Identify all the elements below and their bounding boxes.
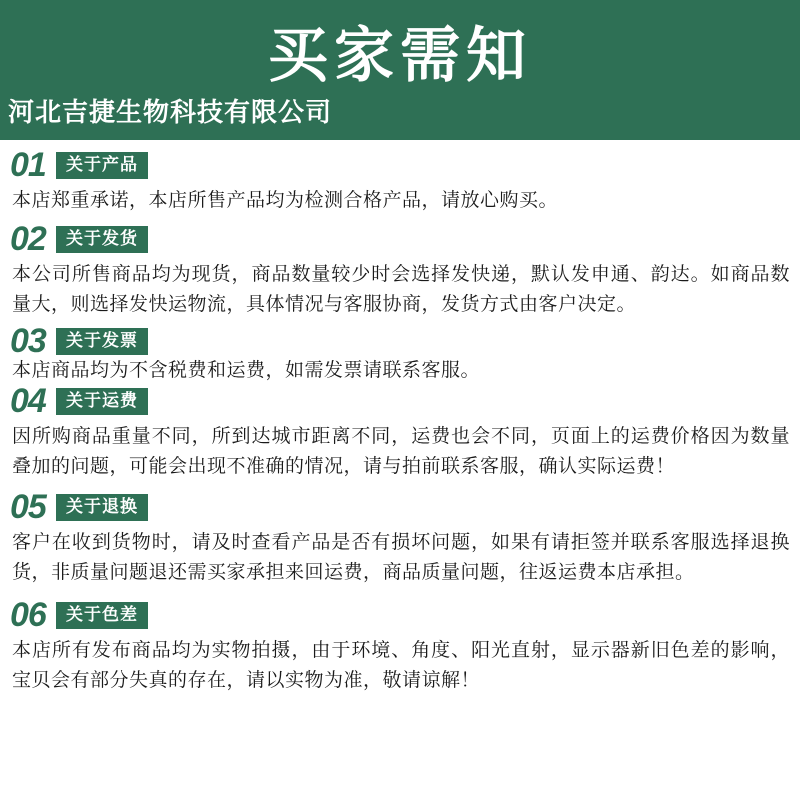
notice-sections [0,146,800,696]
section-body-text: 本店商品均为不含税费和运费，如需发票请联系客服。 [12,360,481,382]
section-body-text: 因所购商品重量不同，所到达城市距离不同，运费也会不同，页面上的运费价格因为数量叠加的问题，可能会出现不准确的情况，请与拍前联系客服，确认实际运费！ [12,426,790,478]
section-number: 04 [10,382,46,421]
section-header [8,596,792,635]
section-tag-label: 关于色差 [56,602,148,629]
section-body-text: 本店郑重承诺，本店所售产品均为检测合格产品，请放心购买。 [12,190,559,211]
section-header [8,488,792,527]
section-body-text: 本公司所售商品均为现货，商品数量较少时会选择发快递，默认发申通、韵达。如商品数量大，则选择发快运物流，具体情况与客服协商，发货方式由客户决定。 [12,264,790,316]
section-tag-label: 关于产品 [56,152,148,179]
company-name: 河北吉捷生物科技有限公司 [8,98,333,127]
section-header [8,220,792,259]
notice-section-freight [8,382,792,482]
notice-section-product [8,146,792,216]
section-number: 05 [10,488,46,527]
section-tag-label: 关于发货 [56,226,148,253]
notice-section-invoice [8,322,792,386]
page-title: 买家需知 [268,23,532,89]
section-number: 02 [10,220,46,259]
notice-section-shipping [8,220,792,320]
notice-section-returns [8,488,792,588]
section-body-text: 本店所有发布商品均为实物拍摄，由于环境、角度、阳光直射，显示器新旧色差的影响，宝贝会有部分失真的存在，请以实物为准，敬请谅解！ [12,640,790,692]
section-tag-label: 关于发票 [56,328,148,355]
section-tag-label: 关于运费 [56,388,148,415]
section-header [8,146,792,184]
page-header [0,0,800,140]
section-header [8,382,792,421]
notice-section-color-difference [8,596,792,696]
section-header [8,322,792,361]
section-number: 06 [10,596,46,635]
section-number: 03 [10,322,46,361]
section-tag-label: 关于退换 [56,494,148,521]
section-number: 01 [10,146,46,184]
section-body-text: 客户在收到货物时，请及时查看产品是否有损坏问题，如果有请拒签并联系客服选择退换货，非质量问题退还需买家承担来回运费，商品质量问题，往返运费本店承担。 [12,532,790,584]
